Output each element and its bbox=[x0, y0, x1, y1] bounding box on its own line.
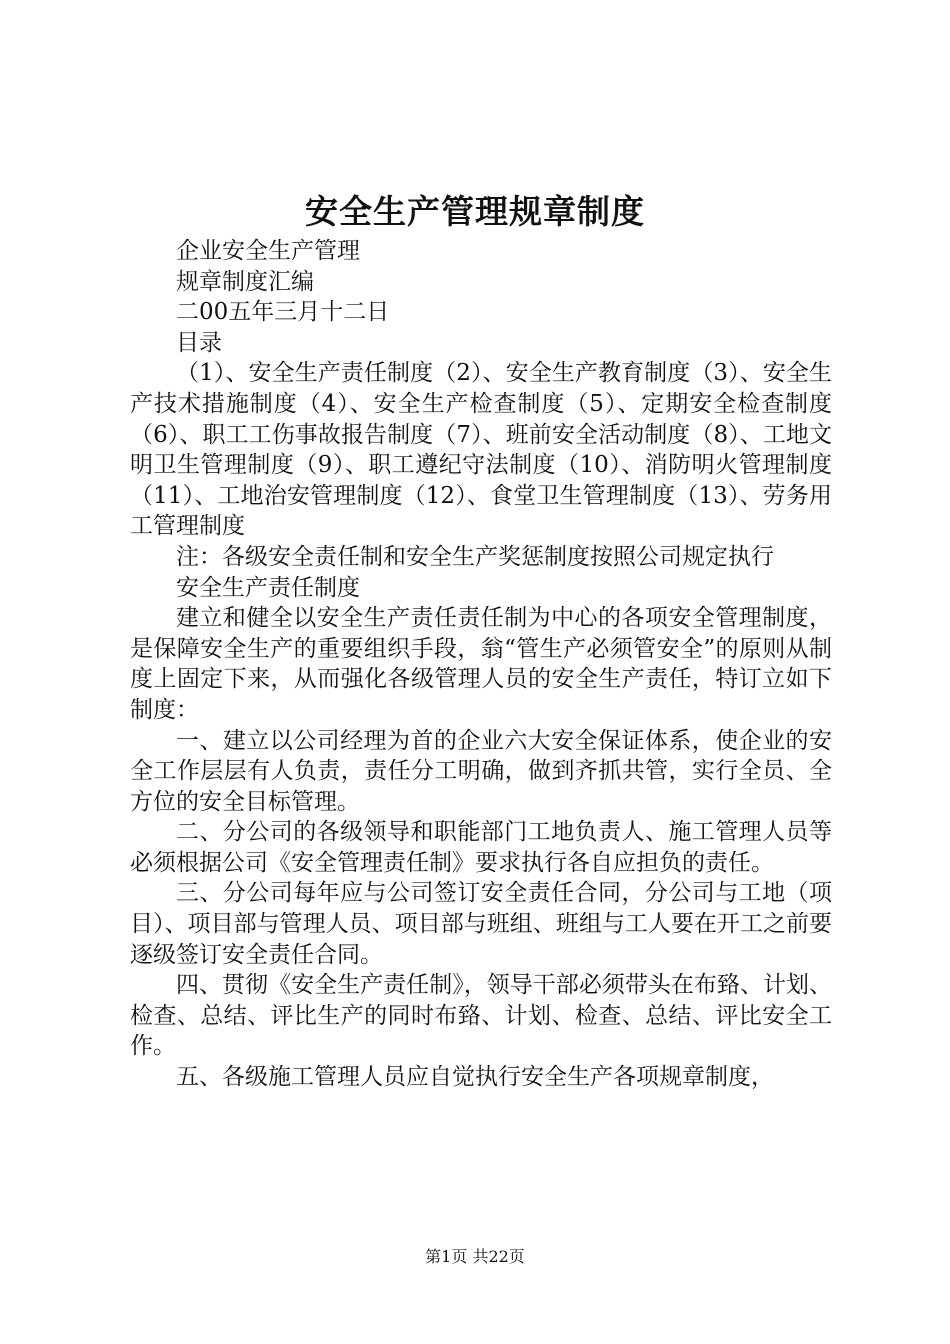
body-paragraph: 四、贯彻《安全生产责任制》，领导干部必须带头在布臵、计划、检查、总结、评比生产的同时布臵、计划、检查、总结、评比安全工作。 bbox=[130, 972, 832, 1060]
body-paragraph: 建立和健全以安全生产责任责任制为中心的各项安全管理制度，是保障安全生产的重要组织手段，翁“管生产必须管安全”的原则从制度上固定下来，从而强化各级管理人员的安全生产责任，特订立如下制度： bbox=[130, 605, 832, 723]
body-paragraph: 三、分公司每年应与公司签订安全责任合同，分公司与工地（项目）、项目部与管理人员、项目部与班组、班组与工人要在开工之前要逐级签订安全责任合同。 bbox=[130, 880, 832, 968]
body-paragraph: 五、各级施工管理人员应自觉执行安全生产各项规章制度， bbox=[176, 1064, 774, 1091]
section-heading: 安全生产责任制度 bbox=[176, 574, 360, 601]
header-line-date: 二00五年三月十二日 bbox=[176, 299, 390, 326]
header-line-company: 企业安全生产管理 bbox=[176, 238, 360, 264]
note-paragraph: 注：各级安全责任制和安全生产奖惩制度按照公司规定执行 bbox=[176, 543, 774, 570]
page-footer: 第1页 共22页 bbox=[425, 1247, 525, 1266]
header-line-compilation: 规章制度汇编 bbox=[176, 268, 314, 295]
document-title: 安全生产管理规章制度 bbox=[305, 192, 645, 231]
body-paragraph: 二、分公司的各级领导和职能部门工地负责人、施工管理人员等必须根据公司《安全管理责任制》要求执行各自应担负的责任。 bbox=[130, 819, 832, 876]
body-paragraph: 一、建立以公司经理为首的企业六大安全保证体系，使企业的安全工作层层有人负责，责任分工明确，做到齐抓共管，实行全员、全方位的安全目标管理。 bbox=[130, 727, 832, 815]
header-line-contents: 目录 bbox=[176, 329, 222, 356]
document-body bbox=[130, 236, 832, 1093]
table-of-contents: （1）、安全生产责任制度（2）、安全生产教育制度（3）、安全生产技术措施制度（4）、安全生产检查制度（5）、定期安全检查制度（6）、职工工伤事故报告制度（7）、班前安全活动制度（8）、工地文明卫生管理制度（9）、职工遵纪守法制度（10）、消防明火管理制度（11）、工地治安管理制度（12）、食堂卫生管理制度（13）、劳务用工管理制度 bbox=[130, 360, 832, 540]
